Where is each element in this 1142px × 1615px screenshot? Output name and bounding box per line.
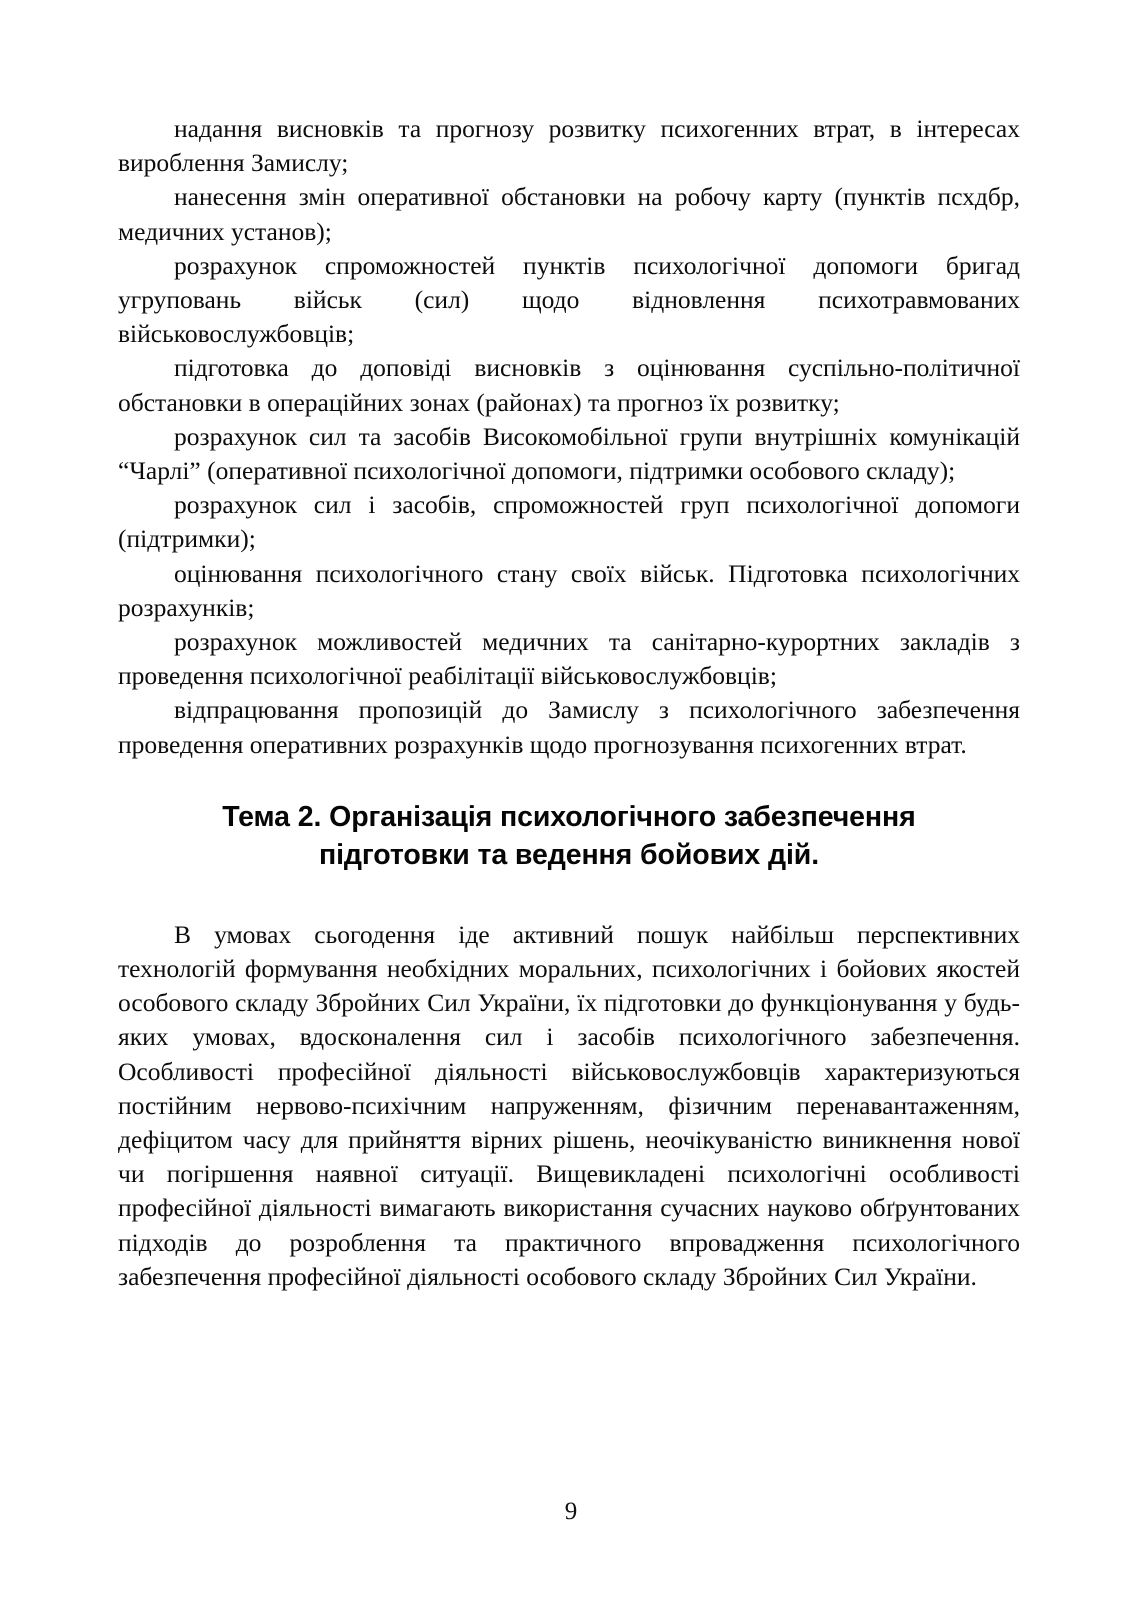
bulleted-tasks-list	[118, 112, 1020, 762]
section-body	[118, 918, 1020, 1294]
list-item: надання висновків та прогнозу розвитку психогенних втрат, в інтересах вироблення Замислу;	[118, 114, 1020, 178]
list-item: розрахунок сил та засобів Високомобільної групи внутрішніх комунікацій “Чарлі” (оперативної психологічної допомоги, підтримки особового складу);	[118, 421, 1020, 486]
paragraph: В умовах сьогодення іде активний пошук найбільш перспективних технологій формування необхідних моральних, психологічних і бойових якостей особового складу Збройних Сил України, їх підготовки до функціонування у будь-яких умовах, вдосконалення сил і засобів психологічного забезпечення. Особливості професійної діяльності військовослужбовців характеризуються постійним нервово-психічним напруженням, фізичним перенавантаженням, дефіцитом часу для прийняття вірних рішень, неочікуваністю виникнення нової чи погіршення наявної ситуації. Вищевикладені психологічні особливості професійної діяльності вимагають використання сучасних науково обґрунтованих підходів до розроблення та практичного впровадження психологічного забезпечення професійної діяльності особового складу Збройних Сил України.	[118, 919, 1020, 1291]
page-number: 9	[564, 1498, 578, 1525]
section-heading-block	[118, 798, 1020, 874]
list-item: розрахунок спроможностей пунктів психологічної допомоги бригад угруповань військ (сил) щодо відновлення психотравмованих військовослужбовців;	[118, 250, 1020, 349]
section-heading-line-1: Тема 2. Організація психологічного забезпечення	[222, 800, 916, 833]
list-item: відпрацювання пропозицій до Замислу з психологічного забезпечення проведення оперативних розрахунків щодо прогнозування психогенних втрат.	[118, 695, 1020, 759]
section-heading-line-2: підготовки та ведення бойових дій.	[318, 838, 820, 871]
list-item: підготовка до доповіді висновків з оцінювання суспільно-політичної обстановки в операційних зонах (районах) та прогноз їх розвитку;	[118, 353, 1020, 417]
page-content	[118, 112, 1020, 1294]
list-item: оцінювання психологічного стану своїх військ. Підготовка психологічних розрахунків;	[118, 558, 1020, 622]
list-item: нанесення змін оперативної обстановки на робочу карту (пунктів псхдбр, медичних установ);	[118, 182, 1020, 246]
list-item: розрахунок можливостей медичних та санітарно-курортних закладів з проведення психологічної реабілітації військовослужбовців;	[118, 627, 1020, 691]
list-item: розрахунок сил і засобів, спроможностей груп психологічної допомоги (підтримки);	[118, 490, 1020, 554]
